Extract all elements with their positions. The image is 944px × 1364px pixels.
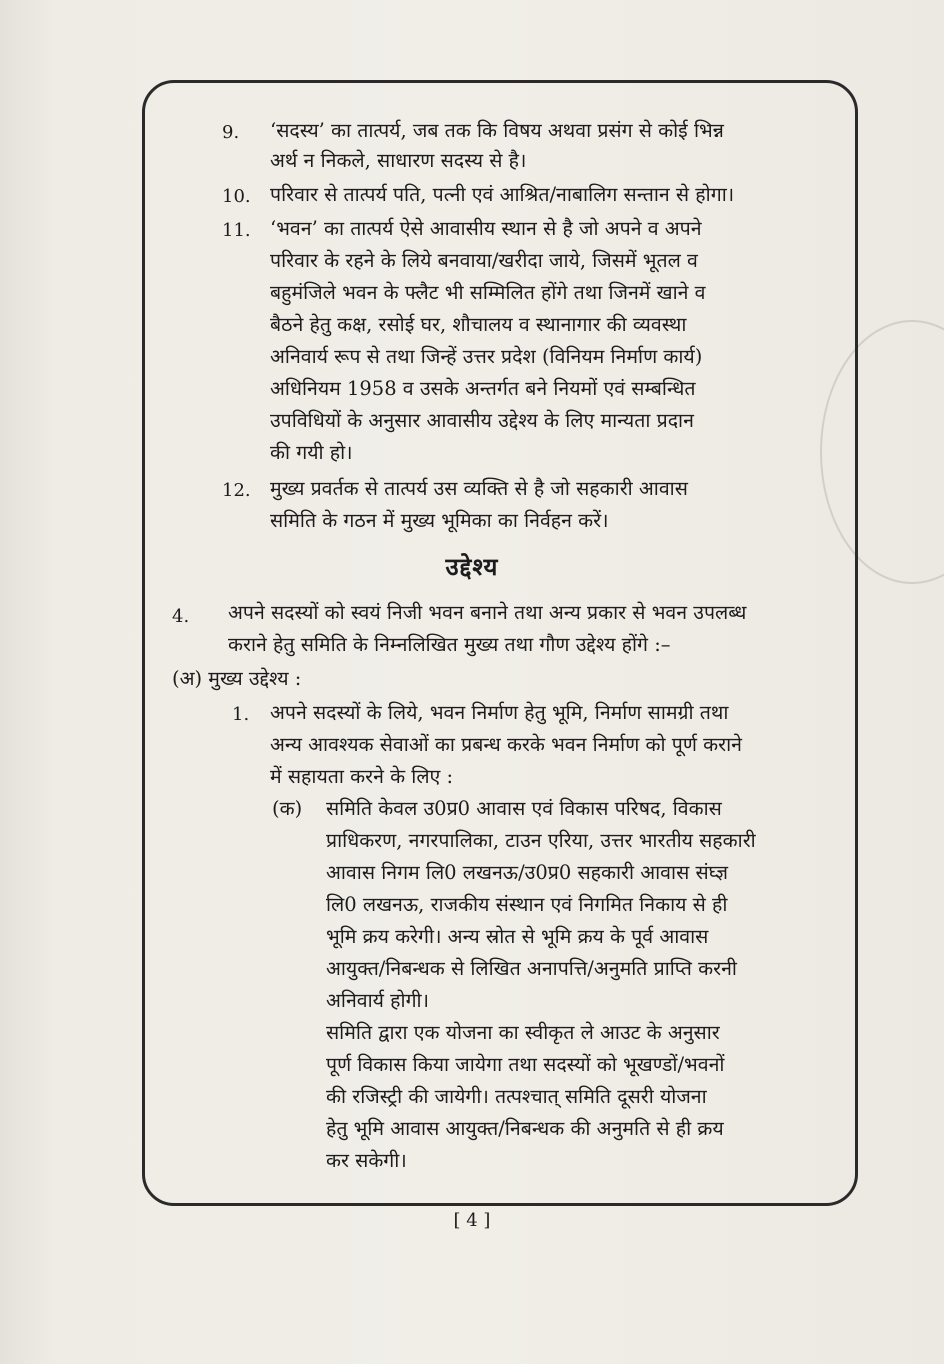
text-line: मुख्य प्रवर्तक से तात्पर्य उस व्यक्ति से है जो सहकारी आवास [270,477,688,500]
text-line: आयुक्त/निबन्धक से लिखित अनापत्ति/अनुमति प्राप्ति करनी [326,957,737,980]
text-line: बैठने हेतु कक्ष, रसोई घर, शौचालय व स्थानागार की व्यवस्था [270,313,687,336]
text-line: आवास निगम लि0 लखनऊ/उ0प्र0 सहकारी आवास संघ्ज्ञ [326,861,728,884]
text-line: कराने हेतु समिति के निम्नलिखित मुख्य तथा गौण उद्देश्य होंगे :– [228,633,671,656]
text-line: ‘सदस्य’ का तात्पर्य, जब तक कि विषय अथवा प्रसंग से कोई भिन्न [270,119,724,142]
item-number: 11. [222,220,251,241]
text-line: अनिवार्य होगी। [326,989,429,1012]
text-line: अन्य आवश्यक सेवाओं का प्रबन्ध करके भवन निर्माण को पूर्ण कराने [270,733,742,756]
text-line: अपने सदस्यों के लिये, भवन निर्माण हेतु भूमि, निर्माण सामग्री तथा [270,701,729,724]
text-line: समिति द्वारा एक योजना का स्वीकृत ले आउट के अनुसार [326,1021,720,1044]
item-number: 9. [222,122,240,143]
text-line: की रजिस्ट्री की जायेगी। तत्पश्चात् समिति दूसरी योजना [326,1085,707,1108]
text-line: परिवार के रहने के लिये बनवाया/खरीदा जाये, जिसमें भूतल व [270,249,698,272]
text-line: समिति केवल उ0प्र0 आवास एवं विकास परिषद, विकास [326,797,722,820]
text-line: पूर्ण विकास किया जायेगा तथा सदस्यों को भूखण्डों/भवनों [326,1053,725,1076]
section-number: 4. [172,606,190,627]
text-line: लि0 लखनऊ, राजकीय संस्थान एवं निगमित निकाय से ही [326,893,728,916]
text-line: ‘भवन’ का तात्पर्य ऐसे आवासीय स्थान से है जो अपने व अपने [270,217,702,240]
subsection-label: (अ) मुख्य उद्देश्य : [172,667,302,690]
item-number: 12. [222,480,251,501]
text-line: समिति के गठन में मुख्य भूमिका का निर्वहन करें। [270,509,609,532]
text-line: हेतु भूमि आवास आयुक्त/निबन्धक की अनुमति से ही क्रय [326,1117,724,1140]
point-number: (क) [272,797,303,820]
item-number: 10. [222,186,251,207]
text-line: भूमि क्रय करेगी। अन्य स्रोत से भूमि क्रय के पूर्व आवास [326,925,709,948]
text-line: परिवार से तात्पर्य पति, पत्नी एवं आश्रित/नाबालिग सन्तान से होगा। [270,183,735,206]
text-line: बहुमंजिले भवन के फ्लैट भी सम्मिलित होंगे तथा जिनमें खाने व [270,281,706,304]
text-line: की गयी हो। [270,441,353,464]
text-line: कर सकेगी। [326,1149,407,1172]
page-number: [ 4 ] [453,1210,491,1231]
point-number: 1. [232,704,250,725]
text-line: अधिनियम 1958 व उसके अन्तर्गत बने नियमों एवं सम्बन्धित [270,377,696,400]
section-heading: उद्देश्य [445,552,499,581]
text-line: अपने सदस्यों को स्वयं निजी भवन बनाने तथा अन्य प्रकार से भवन उपलब्ध [228,601,747,624]
text-line: अर्थ न निकले, साधारण सदस्य से है। [270,149,527,172]
text-line: प्राधिकरण, नगरपालिका, टाउन एरिया, उत्तर भारतीय सहकारी [326,829,756,852]
text-line: उपविधियों के अनुसार आवासीय उद्देश्य के लिए मान्यता प्रदान [270,409,694,432]
text-line: में सहायता करने के लिए : [270,765,454,788]
text-line: अनिवार्य रूप से तथा जिन्हें उत्तर प्रदेश (विनियम निर्माण कार्य) [270,345,703,368]
